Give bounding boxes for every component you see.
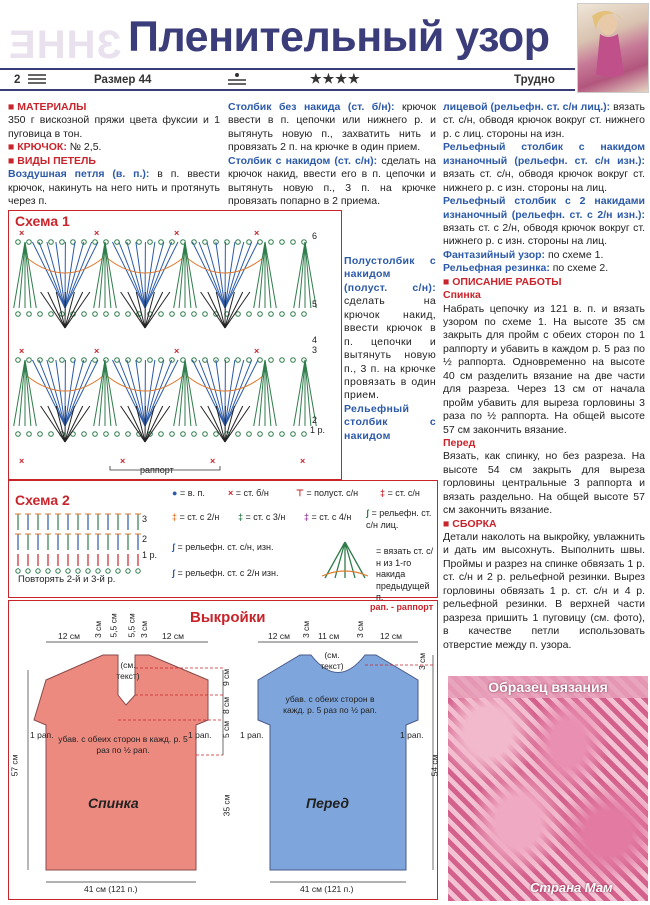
front-see-text: (см. текст)	[320, 650, 344, 671]
fancy-text: по схеме 1.	[547, 248, 604, 261]
page-header	[0, 0, 650, 92]
header-rule-bottom	[0, 89, 575, 91]
fancy-term: Фантазийный узор:	[443, 248, 546, 261]
row-label-1: 1 р.	[310, 425, 326, 435]
front-dim-3: 11 см	[318, 631, 340, 641]
relief-term: Рельефный столбик с накидом	[344, 402, 436, 442]
legend-relief2: ʃ = рельефн. ст. с 2/н изн.	[172, 568, 279, 578]
difficulty-stars: ★★★★	[310, 71, 361, 86]
legend-dc4: ‡ = ст. с 4/н	[304, 512, 352, 522]
legend-together: = вязать ст. с/н из 1-го накида предыдущей п.	[376, 546, 434, 603]
back-side-dim-3: 5 см	[221, 720, 232, 739]
front-piece-label: Перед	[306, 795, 350, 811]
dc-term: Столбик с накидом (ст. с/н):	[228, 154, 378, 167]
back-side-dim-1: 9 см	[221, 668, 232, 687]
back-dim-2: 3 см	[93, 620, 104, 639]
row-label-2: 2	[312, 415, 318, 425]
back-text: Набрать цепочку из 121 в. п. и вязать узором по схеме 1. На высоте 35 см закрыть для пройм с обеих сторон по 1 раппорту и убавить в каждом р. 5 раз по ½ раппорта. Одновременно на высоте 40 см разделить вязание на две части для разреза. Через 13 см от начала пройм убавить для выреза горловины 3 раза по ½ раппорта. На общей высоте 57 см закончить вязание.	[443, 302, 645, 436]
hdc-term: Полустолбик с накидом (полуст. с/н):	[344, 255, 436, 294]
svg-text:×: ×	[174, 228, 180, 238]
legend-dc2: ‡ = ст. с 2/н	[172, 512, 220, 522]
row-label-5: 5	[312, 299, 318, 309]
assembly-heading: СБОРКА	[452, 517, 497, 530]
dc-text: сделать на крючок накид, ввести его в п. цепочки и вытянуть новую п., 3 п. на крючке провязать попарно в 2 приема.	[228, 154, 436, 208]
back-rap-right: 1 рап.	[188, 730, 212, 740]
front-width: 41 см (121 п.)	[300, 884, 354, 894]
legend-sc: × = ст. б/н	[228, 488, 269, 498]
legend-dc: ‡ = ст. с/н	[380, 488, 420, 498]
difficulty-label: Трудно	[514, 74, 555, 86]
materials-text: 350 г вискозной пряжи цвета фуксии и 1 пуговица в тон.	[8, 114, 220, 140]
back-rap-left: 1 рап.	[30, 730, 54, 740]
front-height-total: 54 см	[429, 754, 440, 777]
front-rap-left: 1 рап.	[240, 730, 264, 740]
front-dim-2: 3 см	[301, 620, 312, 639]
legend-chain: ● = в. п.	[172, 488, 205, 498]
front-dec-note: убав. с обеих сторон в кажд. р. 5 раз по ½ рап.	[283, 694, 377, 715]
chain-text: в п. ввести крючок, накинуть на него нить и протянуть через п.	[8, 168, 221, 208]
size-label: Размер 44	[94, 74, 152, 86]
back-piece-shape	[34, 655, 208, 870]
front-side-dim: 3 см	[417, 652, 428, 671]
svg-text:×: ×	[19, 456, 25, 466]
knitting-sample-photo	[448, 676, 648, 901]
instructions-column: лицевой (рельефн. ст. с/н лиц.): вязать ст. с/н, обводя крючок вокруг ст. нижнего р. с лиц. стороны на изн. Рельефный столбик с накидом изнаночный (рельефн. ст. с/н изн.): вязать ст. с/н, обводя крючок вокруг ст. нижнего р. с изн. стороны на лиц. Рельефный столбик с 2 накидами изнаночный (рельефн. ст. с 2/н изн.): вязать ст. с 2/н, обводя крючок вокруг ст. нижнего р. с изн. стороны на лиц. Фантазийный узор: по схеме 1. Рельефная резинка: по схеме 2. ■ ОПИСАНИЕ РАБОТЫ Спинка Набрать цепочку из 121 в. п. и вязать узором по схеме 1. На высоте 35 см закрыть для пройм с обеих сторон по 1 раппорту и убавить в каждом р. 5 раз по ½ раппорта. Одновременно на высоте 40 см разделить вязание на две части для разреза. Через 13 см от начала пройм убавить для выреза горловины 3 раза по ½ раппорта. На общей высоте 57 см закончить вязание. Перед Вязать, как спинку, но без разреза. На высоте 54 см закрыть для выреза горловины центральные 3 раппорта и вязать раздельно. На общей высоте 57 см закончить вязание. ■ СБОРКА Детали наколоть на выкройку, увлажнить и дать им высохнуть. Выполнить швы. Проймы и разрез на спинке обвязать 1 р. ст. с/н и 2 р. рельефной резинки. Вырез горловины обвязать 1 р. ст. с/н и 4 р. рельефной резинки. В верхней части разреза пришить 1 пуговицу (см. фото), в качестве петли использовать отверстие между п. узора.	[443, 101, 645, 651]
scheme2-title: Схема 2	[15, 492, 70, 508]
row-label-3: 3	[312, 345, 318, 355]
svg-text:×: ×	[254, 346, 260, 356]
back-dim-4: 5,5 см	[126, 613, 137, 638]
scheme2-row2: 2	[142, 534, 148, 544]
relief2-text: вязать ст. с 2/н, обводя крючок вокруг ст. нижнего р. с изн. стороны на лиц.	[443, 221, 645, 248]
rib-term: Рельефная резинка:	[443, 262, 550, 275]
svg-text:×: ×	[94, 346, 100, 356]
hdc-text: сделать на крючок накид, ввести крючок в п. цепочки и вытянуть новую п., 3 п. на крючке провязать в один прием.	[344, 295, 436, 402]
scheme2-row1: 1 р.	[142, 550, 158, 560]
row-label-4: 4	[312, 335, 318, 345]
sample-title: Образец вязания	[448, 676, 648, 698]
gauge-icon	[228, 72, 246, 91]
page-title: Пленительный узор	[128, 13, 550, 61]
model-photo	[577, 3, 649, 93]
front-dim-1: 12 см	[268, 631, 290, 641]
front-dim-5: 12 см	[380, 631, 402, 641]
svg-text:×: ×	[174, 346, 180, 356]
svg-text:×: ×	[120, 456, 126, 466]
stitch-definitions-narrow	[344, 255, 436, 443]
patterns-drawing	[8, 620, 436, 898]
legend-relief-front: ʃ = рельефн. ст. с/н лиц.	[366, 508, 432, 530]
stitch-definitions	[228, 101, 436, 209]
back-height-lower: 35 см	[221, 794, 232, 817]
back-dim-3: 5,5 см	[108, 613, 119, 638]
chain-term: Воздушная петля (в. п.):	[8, 168, 150, 181]
sc-text: крючок ввести в п. цепочки или нижнего р. и вытянуть новую п., захватить нить и провязать 2 п. на крючке в один прием.	[228, 101, 436, 154]
back-dec-note: убав. с обеих сторон в кажд. р. 5 раз по ½ рап.	[58, 734, 188, 755]
materials-section: ■ МАТЕРИАЛЫ 350 г вискозной пряжи цвета фуксии и 1 пуговица в тон. ■ КРЮЧОК: № 2,5. ■ ВИДЫ ПЕТЕЛЬ Воздушная петля (в. п.): в п. ввести крючок, накинуть на него нить и протянуть через п.	[8, 101, 221, 208]
back-see-text: (см. текст)	[116, 660, 140, 681]
front-piece-shape	[258, 655, 418, 870]
back-dim-1: 12 см	[58, 631, 80, 641]
hook-value: № 2,5.	[69, 141, 102, 154]
loops-heading: ВИДЫ ПЕТЕЛЬ	[17, 154, 96, 167]
scheme2-repeat-note: Повторять 2-й и 3-й р.	[18, 574, 116, 585]
svg-text:×: ×	[254, 228, 260, 238]
back-piece-label: Спинка	[88, 795, 139, 811]
legend-relief-back: ʃ = рельефн. ст. с/н, изн.	[172, 542, 274, 552]
relief2-term: Рельефный столбик с 2 накидами изнаночный (рельефн. ст. с 2/н изн.):	[443, 195, 645, 221]
back-dim-5: 3 см	[139, 620, 150, 639]
ghost-heading: ЗННЕ	[8, 23, 122, 67]
back-heading: Спинка	[443, 289, 481, 302]
scheme1-title: Схема 1	[15, 213, 70, 229]
materials-heading: МАТЕРИАЛЫ	[17, 101, 87, 113]
header-info-row	[14, 71, 574, 89]
pattern-number: 2	[14, 74, 21, 86]
hook-heading: КРЮЧОК:	[17, 141, 67, 154]
back-dim-6: 12 см	[162, 631, 184, 641]
relief-back-term: Рельефный столбик с накидом изнаночный (рельефн. ст. с/н изн.):	[443, 141, 645, 167]
svg-text:×: ×	[300, 456, 306, 466]
front-dim-4: 3 см	[355, 620, 366, 639]
rib-text: по схеме 2.	[552, 262, 609, 275]
svg-text:×: ×	[19, 346, 25, 356]
svg-text:×: ×	[19, 228, 25, 238]
relief-front-term: лицевой (рельефн. ст. с/н лиц.):	[443, 101, 611, 113]
scheme1-chart	[10, 228, 340, 476]
row-label-6: 6	[312, 231, 318, 241]
assembly-text: Детали наколоть на выкройку, увлажнить и дать им высохнуть. Выполнить швы. Проймы и разрез на спинке обвязать 1 р. ст. с/н и 2 р. рельефной резинки. Вырез горловины обвязать 1 р. ст. с/н и 4 р. рельефной резинки. В верхней части разреза пришить 1 пуговицу (см. фото), в качестве петли использовать отверстие между п. узора.	[443, 531, 645, 651]
patterns-legend-note: рап. - раппорт	[370, 602, 434, 612]
scheme2-chart	[12, 508, 152, 576]
front-text: Вязать, как спинку, но без разреза. На высоте 54 см закрыть для выреза горловины центральные 3 раппорта и вязать раздельно. На общей высоте 57 см закончить вязание.	[443, 450, 645, 517]
rapport-label: раппорт	[140, 465, 174, 475]
scheme2-row3: 3	[142, 514, 148, 524]
relief-back-text: вязать ст. с/н, обводя крючок вокруг ст. нижнего р. с изн. стороны на лиц.	[443, 168, 645, 194]
front-heading: Перед	[443, 436, 476, 449]
relief-front-text: вязать ст. с/н, обводя крючок вокруг ст. нижнего р. с лиц. стороны на изн.	[443, 101, 645, 140]
svg-text:×: ×	[210, 456, 216, 466]
header-rule	[0, 68, 575, 70]
back-width: 41 см (121 п.)	[84, 884, 138, 894]
watermark: Страна Мам	[530, 880, 613, 895]
legend-hdc: ⊤ = полуст. с/н	[296, 488, 359, 498]
back-side-dim-2: 8 см	[221, 696, 232, 715]
yarn-weight-icon	[28, 72, 46, 91]
back-height-total: 57 см	[9, 754, 20, 777]
patterns-title: Выкройки	[190, 609, 266, 626]
sc-term: Столбик без накида (ст. б/н):	[228, 101, 395, 113]
work-heading: ОПИСАНИЕ РАБОТЫ	[452, 275, 562, 288]
legend-together-icon	[320, 536, 372, 580]
legend-dc3: ‡ = ст. с 3/н	[238, 512, 286, 522]
front-rap-right: 1 рап.	[400, 730, 424, 740]
svg-text:×: ×	[94, 228, 100, 238]
